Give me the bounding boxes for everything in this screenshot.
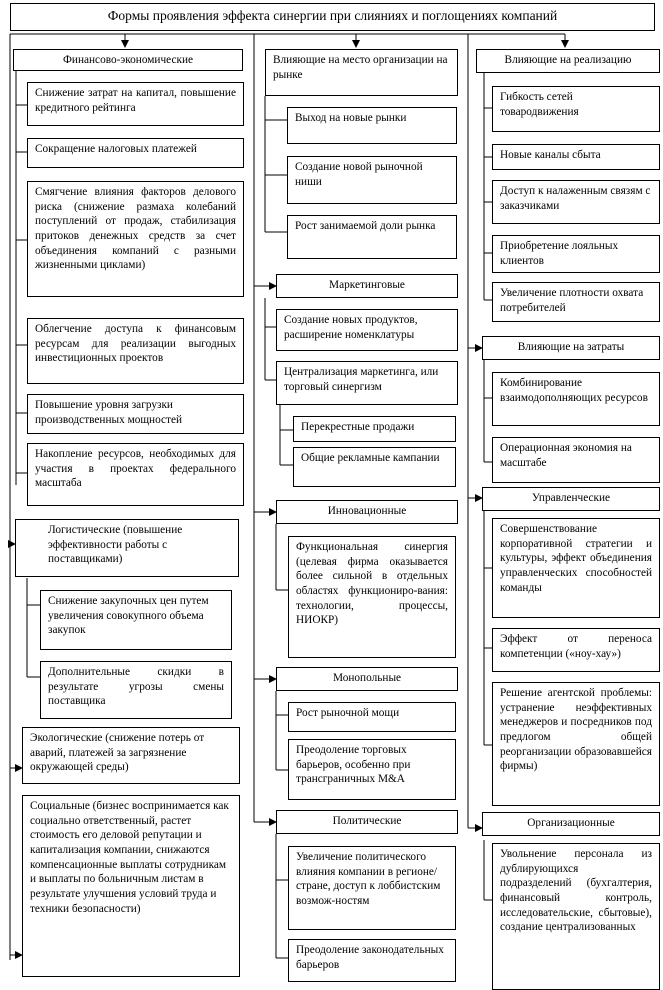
mgmt-item-know-how: Эффект от переноса компетенции («ноу-хау») (492, 628, 660, 672)
marketing-header: Маркетинговые (276, 274, 458, 298)
fin-item-business-risk: Смягчение влияния факторов делового риска (снижение размаха колебаний поступлений от продаж, стабилизация притоков денежных средств за счет объединения компаний с разными жизненными циклами) (27, 181, 244, 297)
innovation-header: Инновационные (276, 500, 458, 524)
fin-item-capacity-load: Повышение уровня загрузки производственных мощностей (27, 394, 244, 434)
mkt-sub-cross-sales: Перекрестные продажи (293, 416, 456, 442)
mgmt-item-strategy: Совершенствование корпоративной стратегии и культуры, эффект объединения управленческих способностей команды (492, 518, 660, 618)
ecological-box: Экологические (снижение потерь от аварий, платежей за загрязнение окружающей среды) (22, 727, 240, 784)
fin-item-resource-accumulation: Накопление ресурсов, необходимых для участия в проектах федерального масштаба (27, 443, 244, 506)
mkt-item-centralization: Централизация маркетинга, или торговый синергизм (276, 361, 458, 405)
cost-item-resource-combination: Комбинирование взаимодополняющих ресурсов (492, 372, 660, 426)
social-box: Социальные (бизнес воспринимается как социально ответственный, растет стоимость его деловой репутации и капитализация компании, снижаются компенсационные выплаты сотрудникам и выплаты по больничным листам в результате улучшения условий труда и техники безопасности) (22, 795, 240, 977)
organizational-header: Организационные (482, 812, 660, 836)
mkt-sub-joint-advertising: Общие рекламные кампании (293, 447, 456, 487)
inn-item-functional-synergy: Функциональная синергия (целевая фирма оказывается более сильной в отдельных областях функциониро-вания: технологии, процессы, НИОКР) (288, 536, 456, 658)
market-position-header: Влияющие на место организации на рынке (265, 49, 458, 96)
mono-item-trade-barriers: Преодоление торговых барьеров, особенно при трансграничных M&A (288, 739, 456, 800)
market-item-new-markets: Выход на новые рынки (287, 107, 457, 144)
real-item-distribution-flexibility: Гибкость сетей товародвижения (492, 86, 660, 132)
pol-item-political-influence: Увеличение политического влияния компании в регионе/стране, доступ к лоббистским возмож-ностям (288, 846, 456, 930)
costs-header: Влияющие на затраты (482, 336, 660, 360)
monopoly-header: Монопольные (276, 667, 458, 691)
market-item-new-niche: Создание новой рыночной ниши (287, 156, 457, 204)
log-item-supplier-discounts: Дополнительные скидки в результате угрозы смены поставщика (40, 661, 232, 719)
mono-item-market-power: Рост рыночной мощи (288, 702, 456, 732)
mkt-item-new-products: Создание новых продуктов, расширение номенклатуры (276, 309, 458, 351)
real-item-loyal-clients: Приобретение лояльных клиентов (492, 235, 660, 273)
realization-header: Влияющие на реализацию (476, 49, 660, 73)
financial-economic-header: Финансово-экономические (13, 49, 243, 71)
fin-item-tax-payments: Сокращение налоговых платежей (27, 138, 244, 168)
real-item-customer-links: Доступ к налаженным связям с заказчиками (492, 180, 660, 224)
cost-item-economy-of-scale: Операционная экономия на масштабе (492, 437, 660, 483)
diagram-title: Формы проявления эффекта синергии при слияниях и поглощениях компаний (10, 3, 655, 31)
real-item-coverage-density: Увеличение плотности охвата потребителей (492, 282, 660, 322)
mgmt-item-agency-problem: Решение агентской проблемы: устранение неэффективных менеджеров и посредников под предлогом общей реорганизации образовавшейся фирмы) (492, 682, 660, 806)
log-item-purchase-prices: Снижение закупочных цен путем увеличения совокупного объема закупок (40, 590, 232, 650)
pol-item-legal-barriers: Преодоление законодательных барьеров (288, 939, 456, 982)
market-item-share-growth: Рост занимаемой доли рынка (287, 215, 457, 259)
fin-item-capital-costs: Снижение затрат на капитал, повышение кредитного рейтинга (27, 82, 244, 126)
political-header: Политические (276, 810, 458, 834)
fin-item-financial-access: Облегчение доступа к финансовым ресурсам для реализации выгодных инвестиционных проектов (27, 318, 244, 384)
real-item-new-channels: Новые каналы сбыта (492, 144, 660, 170)
management-header: Управленческие (482, 487, 660, 511)
org-item-staff-reduction: Увольнение персонала из дублирующихся подразделений (бухгалтерия, финансовый контроль, исследовательские, сбытовые), создание централизованных (492, 843, 660, 990)
logistics-header: Логистические (повышение эффективности работы с поставщиками) (15, 519, 239, 577)
